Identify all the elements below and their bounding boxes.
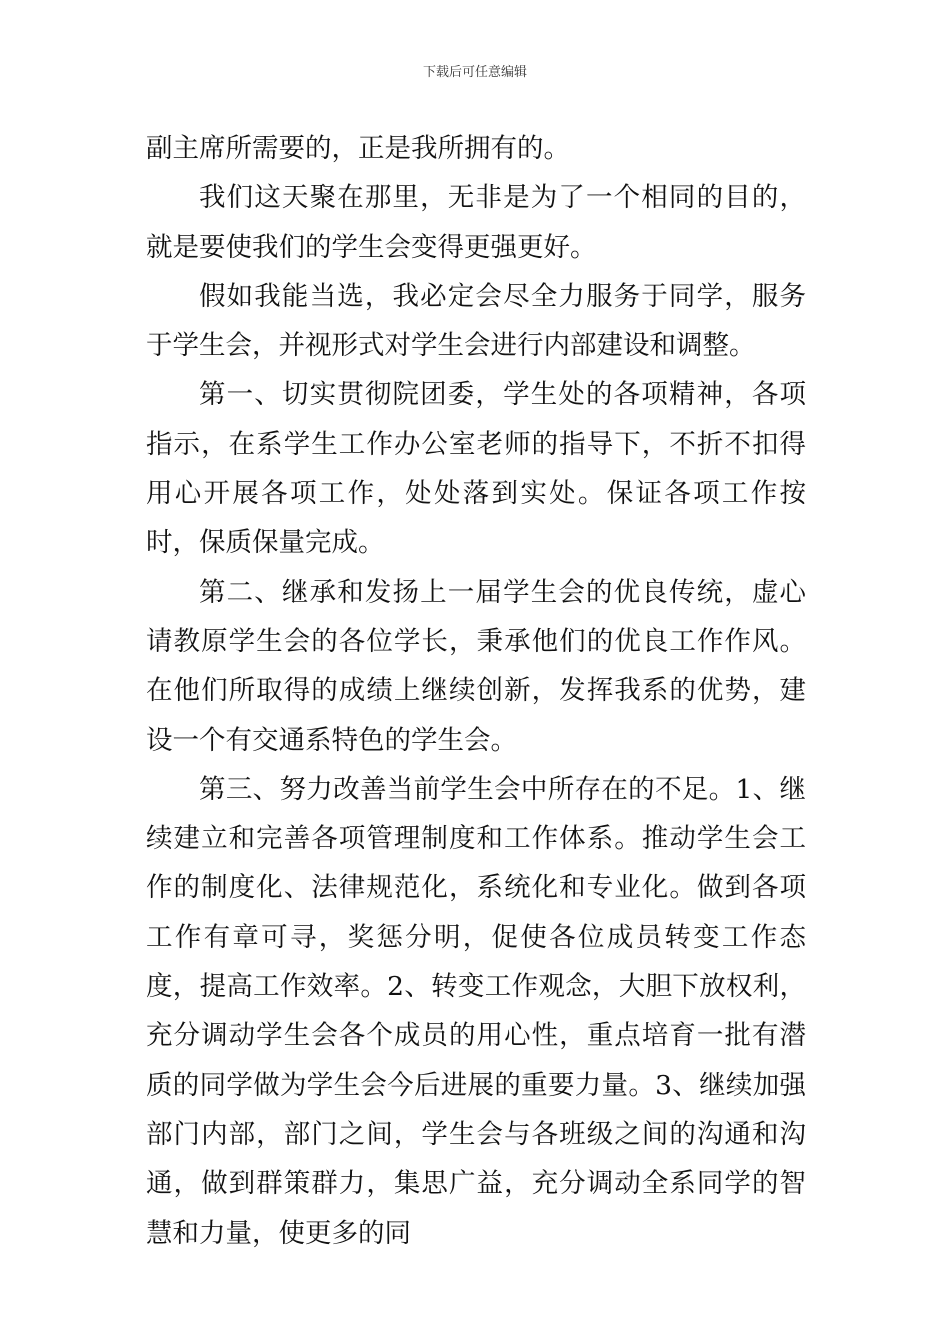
paragraph-continuation: 副主席所需要的，正是我所拥有的。 <box>146 133 570 164</box>
paragraph-point-two: 第二、继承和发扬上一届学生会的优良传统，虚心请教原学生会的各位学长，秉承他们的优良工作作风。在他们所取得的成绩上继续创新，发挥我系的优势，建设一个有交通系特色的学生会。 <box>146 576 806 756</box>
paragraph-point-one: 第一、切实贯彻院团委，学生处的各项精神，各项指示，在系学生工作办公室老师的指导下，不折不扣得用心开展各项工作，处处落到实处。保证各项工作按时，保质保量完成。 <box>146 379 806 559</box>
paragraph-point-three: 第三、努力改善当前学生会中所存在的不足。1、继续建立和完善各项管理制度和工作体系。推动学生会工作的制度化、法律规范化，系统化和专业化。做到各项工作有章可寻，奖惩分明，促使各位成员转变工作态度，提高工作效率。2、转变工作观念，大胆下放权利，充分调动学生会各个成员的用心性，重点培育一批有潜质的同学做为学生会今后进展的重要力量。3、继续加强部门内部，部门之间，学生会与各班级之间的沟通和沟通，做到群策群力，集思广益，充分调动全系同学的智慧和力量，使更多的同 <box>146 773 806 1249</box>
page-header: 下载后可任意编辑 <box>422 65 527 80</box>
paragraph-if-elected: 假如我能当选，我必定会尽全力服务于同学，服务于学生会，并视形式对学生会进行内部建设和调整。 <box>146 280 806 362</box>
paragraph-common-goal: 我们这天聚在那里，无非是为了一个相同的目的，就是要使我们的学生会变得更强更好。 <box>146 182 806 263</box>
document-body <box>146 124 806 1258</box>
